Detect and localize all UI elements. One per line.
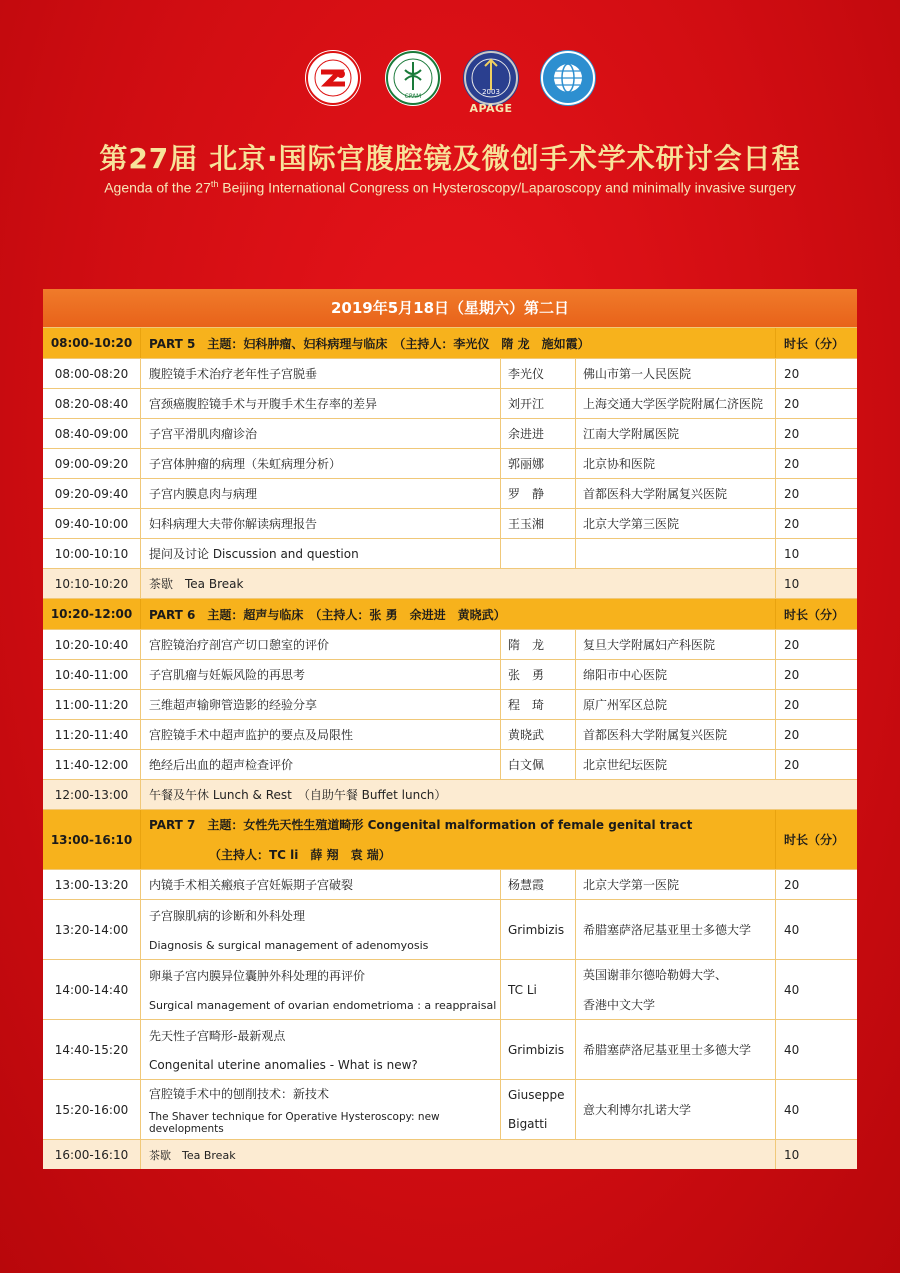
row-dur: 20 <box>775 660 857 689</box>
title-cn: 第27届 北京·国际宫腹腔镜及微创手术学术研讨会日程 <box>99 142 801 175</box>
table-row <box>43 478 857 508</box>
row-inst: 北京协和医院 <box>575 449 775 478</box>
row-time: 09:20-09:40 <box>54 486 129 501</box>
apage-logo-icon <box>463 50 519 106</box>
row-dur: 40 <box>775 960 857 1019</box>
row-dur: 20 <box>775 750 857 779</box>
row-topic: 三维超声输卵管造影的经验分享 <box>140 690 500 719</box>
row-inst-line2: 香港中文大学 <box>583 997 656 1012</box>
row-topic: 妇科病理大夫带你解读病理报告 <box>140 509 500 538</box>
break-row <box>43 1139 857 1169</box>
row-inst: 希腊塞萨洛尼基亚里士多德大学 <box>575 1020 775 1079</box>
break-time: 12:00-13:00 <box>54 787 129 802</box>
row-inst: 江南大学附属医院 <box>575 419 775 448</box>
row-dur: 20 <box>775 720 857 749</box>
title-en-post: Beijing International Congress on Hysteroscopy/Laparoscopy and minimally invasive surgery <box>218 179 796 196</box>
day-header: 2019年5月18日（星期六）第二日 <box>43 289 857 327</box>
table-row <box>43 418 857 448</box>
table-row <box>43 629 857 659</box>
row-time: 14:40-15:20 <box>54 1042 129 1057</box>
row-speaker: 杨慧霞 <box>500 870 575 899</box>
row-dur: 40 <box>775 1080 857 1139</box>
row-dur: 20 <box>775 449 857 478</box>
row-inst <box>575 960 775 1019</box>
break-time: 10:10-10:20 <box>54 576 129 591</box>
row-time: 15:20-16:00 <box>54 1102 129 1117</box>
part5-title: PART 5 主题：妇科肿瘤、妇科病理与临床 （主持人：李光仪 隋 龙 施如霞） <box>140 328 775 358</box>
row-inst: 绵阳市中心医院 <box>575 660 775 689</box>
break-row <box>43 779 857 809</box>
title-en-pre: Agenda of the 27 <box>104 179 211 196</box>
part7-title-line2: （主持人：TC li 薛 翔 袁 瑞） <box>209 847 391 862</box>
part6-time: 10:20-12:00 <box>50 607 133 621</box>
row-topic: 子宫平滑肌肉瘤诊治 <box>140 419 500 448</box>
row-topic: 提问及讨论 Discussion and question <box>140 539 500 568</box>
row-topic: 腹腔镜手术治疗老年性子宫脱垂 <box>140 359 500 388</box>
part7-time: 13:00-16:10 <box>50 832 133 847</box>
row-inst: 上海交通大学医学院附属仁济医院 <box>575 389 775 418</box>
break-row <box>43 568 857 598</box>
table-row <box>43 869 857 899</box>
row-time: 13:20-14:00 <box>54 922 129 937</box>
table-row <box>43 1019 857 1079</box>
row-topic-cn: 卵巢子宫内膜异位囊肿外科处理的再评价 <box>149 969 366 984</box>
row-inst: 北京大学第一医院 <box>575 870 775 899</box>
row-speaker: 李光仪 <box>500 359 575 388</box>
row-dur: 40 <box>775 1020 857 1079</box>
row-topic <box>140 960 500 1019</box>
globe-logo-icon <box>540 50 596 106</box>
table-row <box>43 749 857 779</box>
row-topic: 子宫肌瘤与妊娠风险的再思考 <box>140 660 500 689</box>
row-topic-en: The Shaver technique for Operative Hysteroscopy: new developments <box>149 1110 440 1135</box>
row-dur: 20 <box>775 509 857 538</box>
row-topic: 内镜手术相关瘢痕子宫妊娠期子宫破裂 <box>140 870 500 899</box>
row-topic <box>140 1020 500 1079</box>
row-dur: 20 <box>775 359 857 388</box>
row-dur: 20 <box>775 870 857 899</box>
row-time: 10:20-10:40 <box>54 637 129 652</box>
row-time: 09:00-09:20 <box>54 456 129 471</box>
row-speaker: Grimbizis <box>500 1020 575 1079</box>
row-dur: 20 <box>775 389 857 418</box>
part7-header <box>43 809 857 869</box>
row-inst-line1: 英国谢菲尔德哈勒姆大学、 <box>583 968 728 983</box>
hospital-logo-icon <box>305 50 361 106</box>
row-topic: 绝经后出血的超声检查评价 <box>140 750 500 779</box>
table-row <box>43 959 857 1019</box>
table-row <box>43 1079 857 1139</box>
part5-header <box>43 327 857 358</box>
row-topic: 子宫体肿瘤的病理（朱虹病理分析） <box>140 449 500 478</box>
agenda-table <box>43 289 857 1169</box>
row-topic: 宫腔镜治疗剖宫产切口憩室的评价 <box>140 630 500 659</box>
row-topic: 宫颈癌腹腔镜手术与开腹手术生存率的差异 <box>140 389 500 418</box>
table-row <box>43 358 857 388</box>
apage-label: APAGE <box>469 102 513 115</box>
break-text: 茶歇 Tea Break <box>140 569 775 598</box>
row-inst: 复旦大学附属妇产科医院 <box>575 630 775 659</box>
row-time: 10:40-11:00 <box>54 667 129 682</box>
break-dur: 10 <box>775 1140 857 1169</box>
row-inst: 意大利博尔扎诺大学 <box>575 1080 775 1139</box>
row-speaker: 余进进 <box>500 419 575 448</box>
table-row <box>43 689 857 719</box>
row-speaker-line1: Giuseppe <box>508 1087 565 1102</box>
row-inst: 首都医科大学附属复兴医院 <box>575 720 775 749</box>
row-dur: 20 <box>775 419 857 448</box>
table-row <box>43 719 857 749</box>
logo-bar <box>0 50 900 116</box>
cpam-logo-text: CPAM <box>404 93 422 100</box>
row-topic-cn: 子宫腺肌病的诊断和外科处理 <box>149 909 306 924</box>
row-speaker <box>500 539 575 568</box>
cpam-logo-icon <box>385 50 441 106</box>
row-time: 09:40-10:00 <box>54 516 129 531</box>
row-speaker: 张 勇 <box>500 660 575 689</box>
row-inst: 首都医科大学附属复兴医院 <box>575 479 775 508</box>
table-row <box>43 388 857 418</box>
row-time: 08:00-08:20 <box>54 366 129 381</box>
table-row <box>43 659 857 689</box>
row-speaker: 黄晓武 <box>500 720 575 749</box>
row-speaker: 白文佩 <box>500 750 575 779</box>
apage-year: 2003 <box>482 88 500 96</box>
row-time: 11:20-11:40 <box>54 727 129 742</box>
row-inst <box>575 539 775 568</box>
row-time: 08:40-09:00 <box>54 426 129 441</box>
row-inst: 北京世纪坛医院 <box>575 750 775 779</box>
row-speaker: Grimbizis <box>500 900 575 959</box>
row-inst: 北京大学第三医院 <box>575 509 775 538</box>
table-row <box>43 538 857 568</box>
row-dur: 40 <box>775 900 857 959</box>
part7-title <box>140 810 775 869</box>
part6-title: PART 6 主题：超声与临床 （主持人：张 勇 余进进 黄晓武） <box>140 599 775 629</box>
row-topic: 宫腔镜手术中超声监护的要点及局限性 <box>140 720 500 749</box>
row-topic-en: Diagnosis & surgical management of adenomyosis <box>149 938 429 952</box>
row-inst: 佛山市第一人民医院 <box>575 359 775 388</box>
row-topic-cn: 先天性子宫畸形-最新观点 <box>149 1029 286 1043</box>
row-topic <box>140 1080 500 1139</box>
break-text: 午餐及午休 Lunch & Rest （自助午餐 Buffet lunch） <box>140 780 857 809</box>
row-speaker: TC Li <box>500 960 575 1019</box>
table-row <box>43 899 857 959</box>
row-topic <box>140 900 500 959</box>
row-speaker: 程 琦 <box>500 690 575 719</box>
table-row <box>43 508 857 538</box>
row-speaker: 罗 静 <box>500 479 575 508</box>
part5-time: 08:00-10:20 <box>50 336 133 350</box>
row-speaker: 刘开江 <box>500 389 575 418</box>
row-speaker: 王玉湘 <box>500 509 575 538</box>
row-time: 13:00-13:20 <box>54 877 129 892</box>
row-time: 10:00-10:10 <box>54 546 129 561</box>
row-dur: 20 <box>775 630 857 659</box>
row-speaker: 郭丽娜 <box>500 449 575 478</box>
row-dur: 10 <box>775 539 857 568</box>
row-topic-en: Congenital uterine anomalies - What is new? <box>149 1058 418 1072</box>
title-en-sup: th <box>210 179 219 189</box>
break-dur: 10 <box>775 569 857 598</box>
break-text: 茶歇 Tea Break <box>140 1140 775 1169</box>
part6-header <box>43 598 857 629</box>
row-inst: 原广州军区总院 <box>575 690 775 719</box>
part7-dur-label: 时长（分） <box>775 810 857 869</box>
row-dur: 20 <box>775 690 857 719</box>
row-time: 14:00-14:40 <box>54 982 129 997</box>
row-dur: 20 <box>775 479 857 508</box>
row-topic: 子宫内膜息肉与病理 <box>140 479 500 508</box>
break-time: 16:00-16:10 <box>54 1147 129 1162</box>
row-topic-en: Surgical management of ovarian endometrioma : a reappraisal <box>149 998 497 1012</box>
part7-title-line1: PART 7 主题：女性先天性生殖道畸形 Congenital malformation of female genital tract <box>149 818 693 833</box>
row-speaker <box>500 1080 575 1139</box>
row-inst: 希腊塞萨洛尼基亚里士多德大学 <box>575 900 775 959</box>
part5-dur-label: 时长（分） <box>775 328 857 358</box>
title-en <box>0 179 900 196</box>
row-time: 11:40-12:00 <box>54 757 129 772</box>
row-time: 08:20-08:40 <box>54 396 129 411</box>
row-speaker-line2: Bigatti <box>508 1117 548 1132</box>
row-topic-cn: 宫腔镜手术中的刨削技术：新技术 <box>149 1086 330 1101</box>
part6-dur-label: 时长（分） <box>775 599 857 629</box>
row-speaker: 隋 龙 <box>500 630 575 659</box>
table-row <box>43 448 857 478</box>
row-time: 11:00-11:20 <box>54 697 129 712</box>
